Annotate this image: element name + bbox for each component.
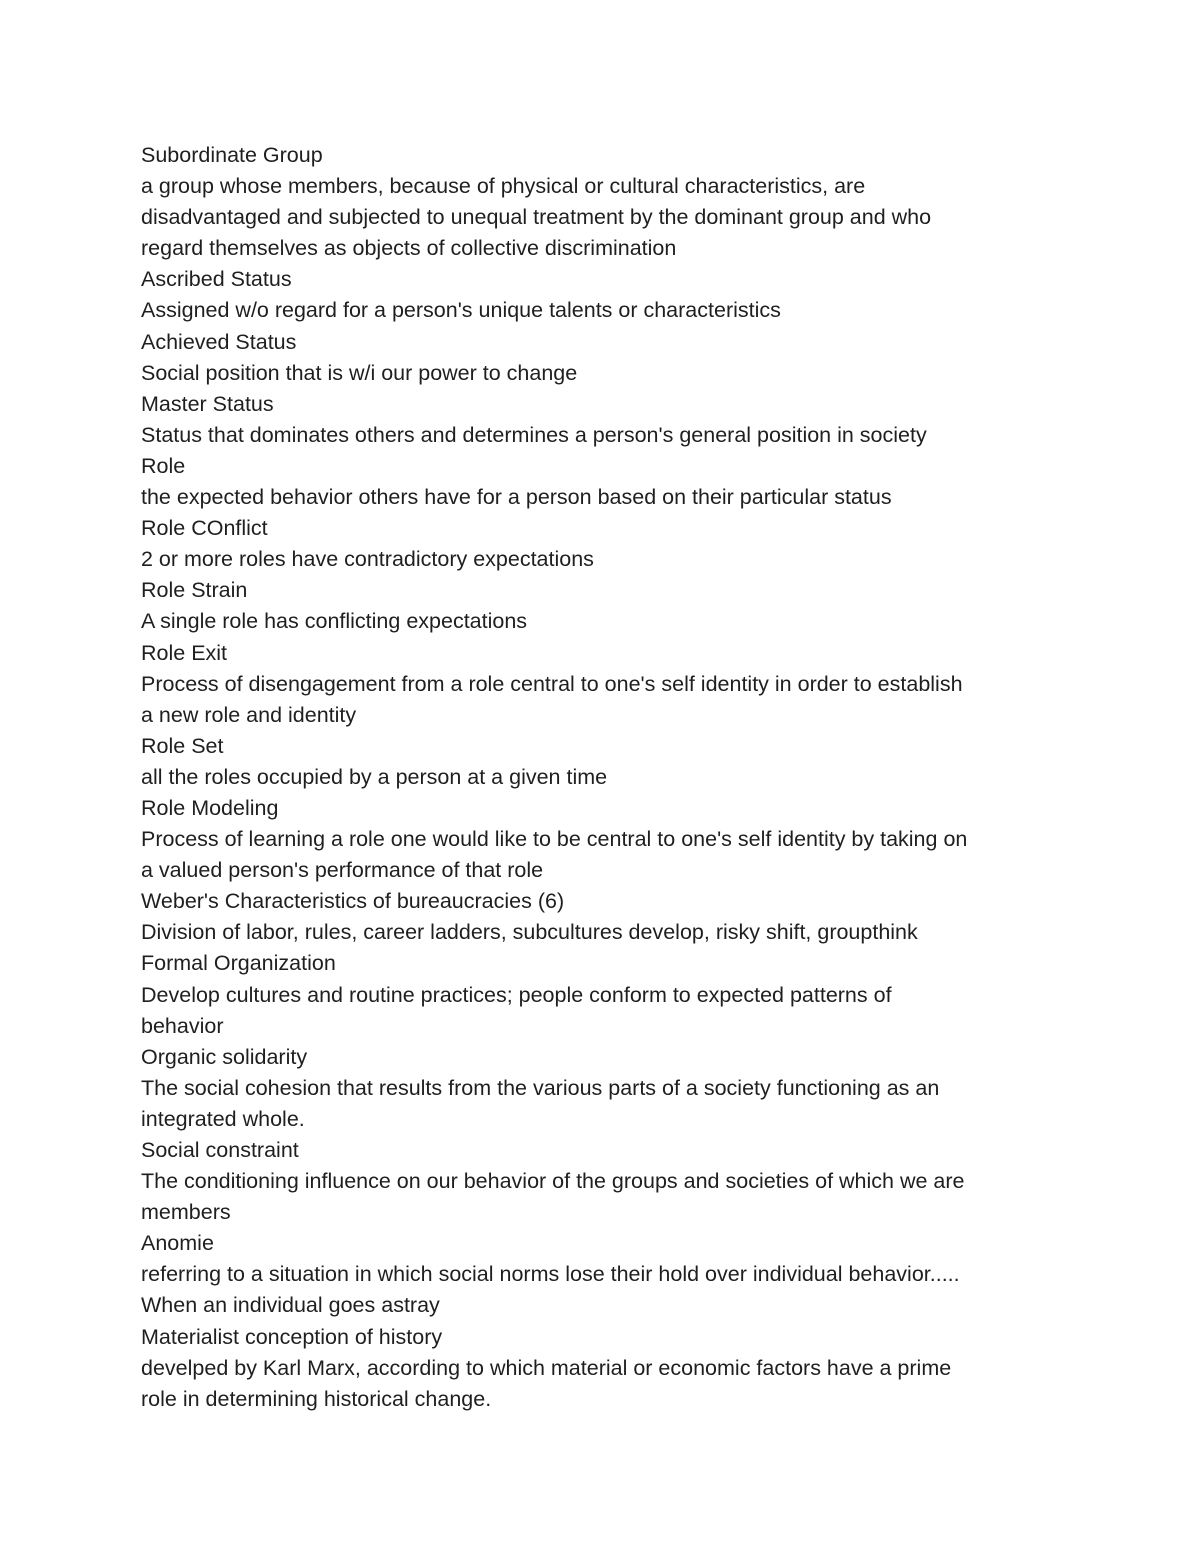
term-weber-characteristics: Weber's Characteristics of bureaucracies (6) [141,889,565,914]
definition-line: all the roles occupied by a person at a given time [141,764,608,789]
definition-line: develped by Karl Marx, according to which material or economic factors have a prime [141,1355,952,1380]
definition-line: Division of labor, rules, career ladders, subcultures develop, risky shift, groupthink [141,920,918,945]
definition-line: the expected behavior others have for a person based on their particular status [141,485,892,510]
definition-line: regard themselves as objects of collective discrimination [141,236,677,261]
term-materialist-conception: Materialist conception of history [141,1324,443,1349]
definition-line: a group whose members, because of physical or cultural characteristics, are [141,174,866,199]
term-role-exit: Role Exit [141,640,228,665]
definition-line: behavior [141,1013,224,1038]
definition-line: 2 or more roles have contradictory expectations [141,547,594,572]
term-role-set: Role Set [141,733,224,758]
definition-line: disadvantaged and subjected to unequal treatment by the dominant group and who [141,205,932,230]
definition-line: integrated whole. [141,1106,305,1131]
term-subordinate-group: Subordinate Group [141,143,323,167]
definition-line: Social position that is w/i our power to change [141,360,578,385]
term-role-modeling: Role Modeling [141,795,279,820]
definition-line: Process of disengagement from a role central to one's self identity in order to establish [141,671,963,696]
term-role: Role [141,453,186,478]
definition-line: Status that dominates others and determines a person's general position in society [141,422,927,447]
term-role-conflict: Role COnflict [141,516,268,541]
definition-line: a valued person's performance of that role [141,858,544,883]
term-achieved-status: Achieved Status [141,329,297,354]
definition-line: When an individual goes astray [141,1293,440,1318]
definition-line: A single role has conflicting expectations [141,609,528,634]
term-anomie: Anomie [141,1231,214,1256]
term-master-status: Master Status [141,391,274,416]
definition-line: The social cohesion that results from the various parts of a society functioning as an [141,1075,940,1100]
definition-line: members [141,1200,231,1225]
definition-line: role in determining historical change. [141,1386,492,1411]
definition-line: Process of learning a role one would like to be central to one's self identity by taking on [141,827,968,852]
term-ascribed-status: Ascribed Status [141,267,292,292]
definition-line: referring to a situation in which social norms lose their hold over individual behavior..... [141,1262,960,1287]
definition-line: a new role and identity [141,702,357,727]
definition-line: Assigned w/o regard for a person's unique talents or characteristics [141,298,781,323]
document-body [141,140,1061,1415]
term-role-strain: Role Strain [141,578,248,603]
definition-line: Develop cultures and routine practices; people conform to expected patterns of [141,982,892,1007]
definition-line: The conditioning influence on our behavior of the groups and societies of which we are [141,1169,965,1194]
term-social-constraint: Social constraint [141,1138,299,1162]
term-formal-organization: Formal Organization [141,951,336,976]
term-organic-solidarity: Organic solidarity [141,1044,308,1069]
